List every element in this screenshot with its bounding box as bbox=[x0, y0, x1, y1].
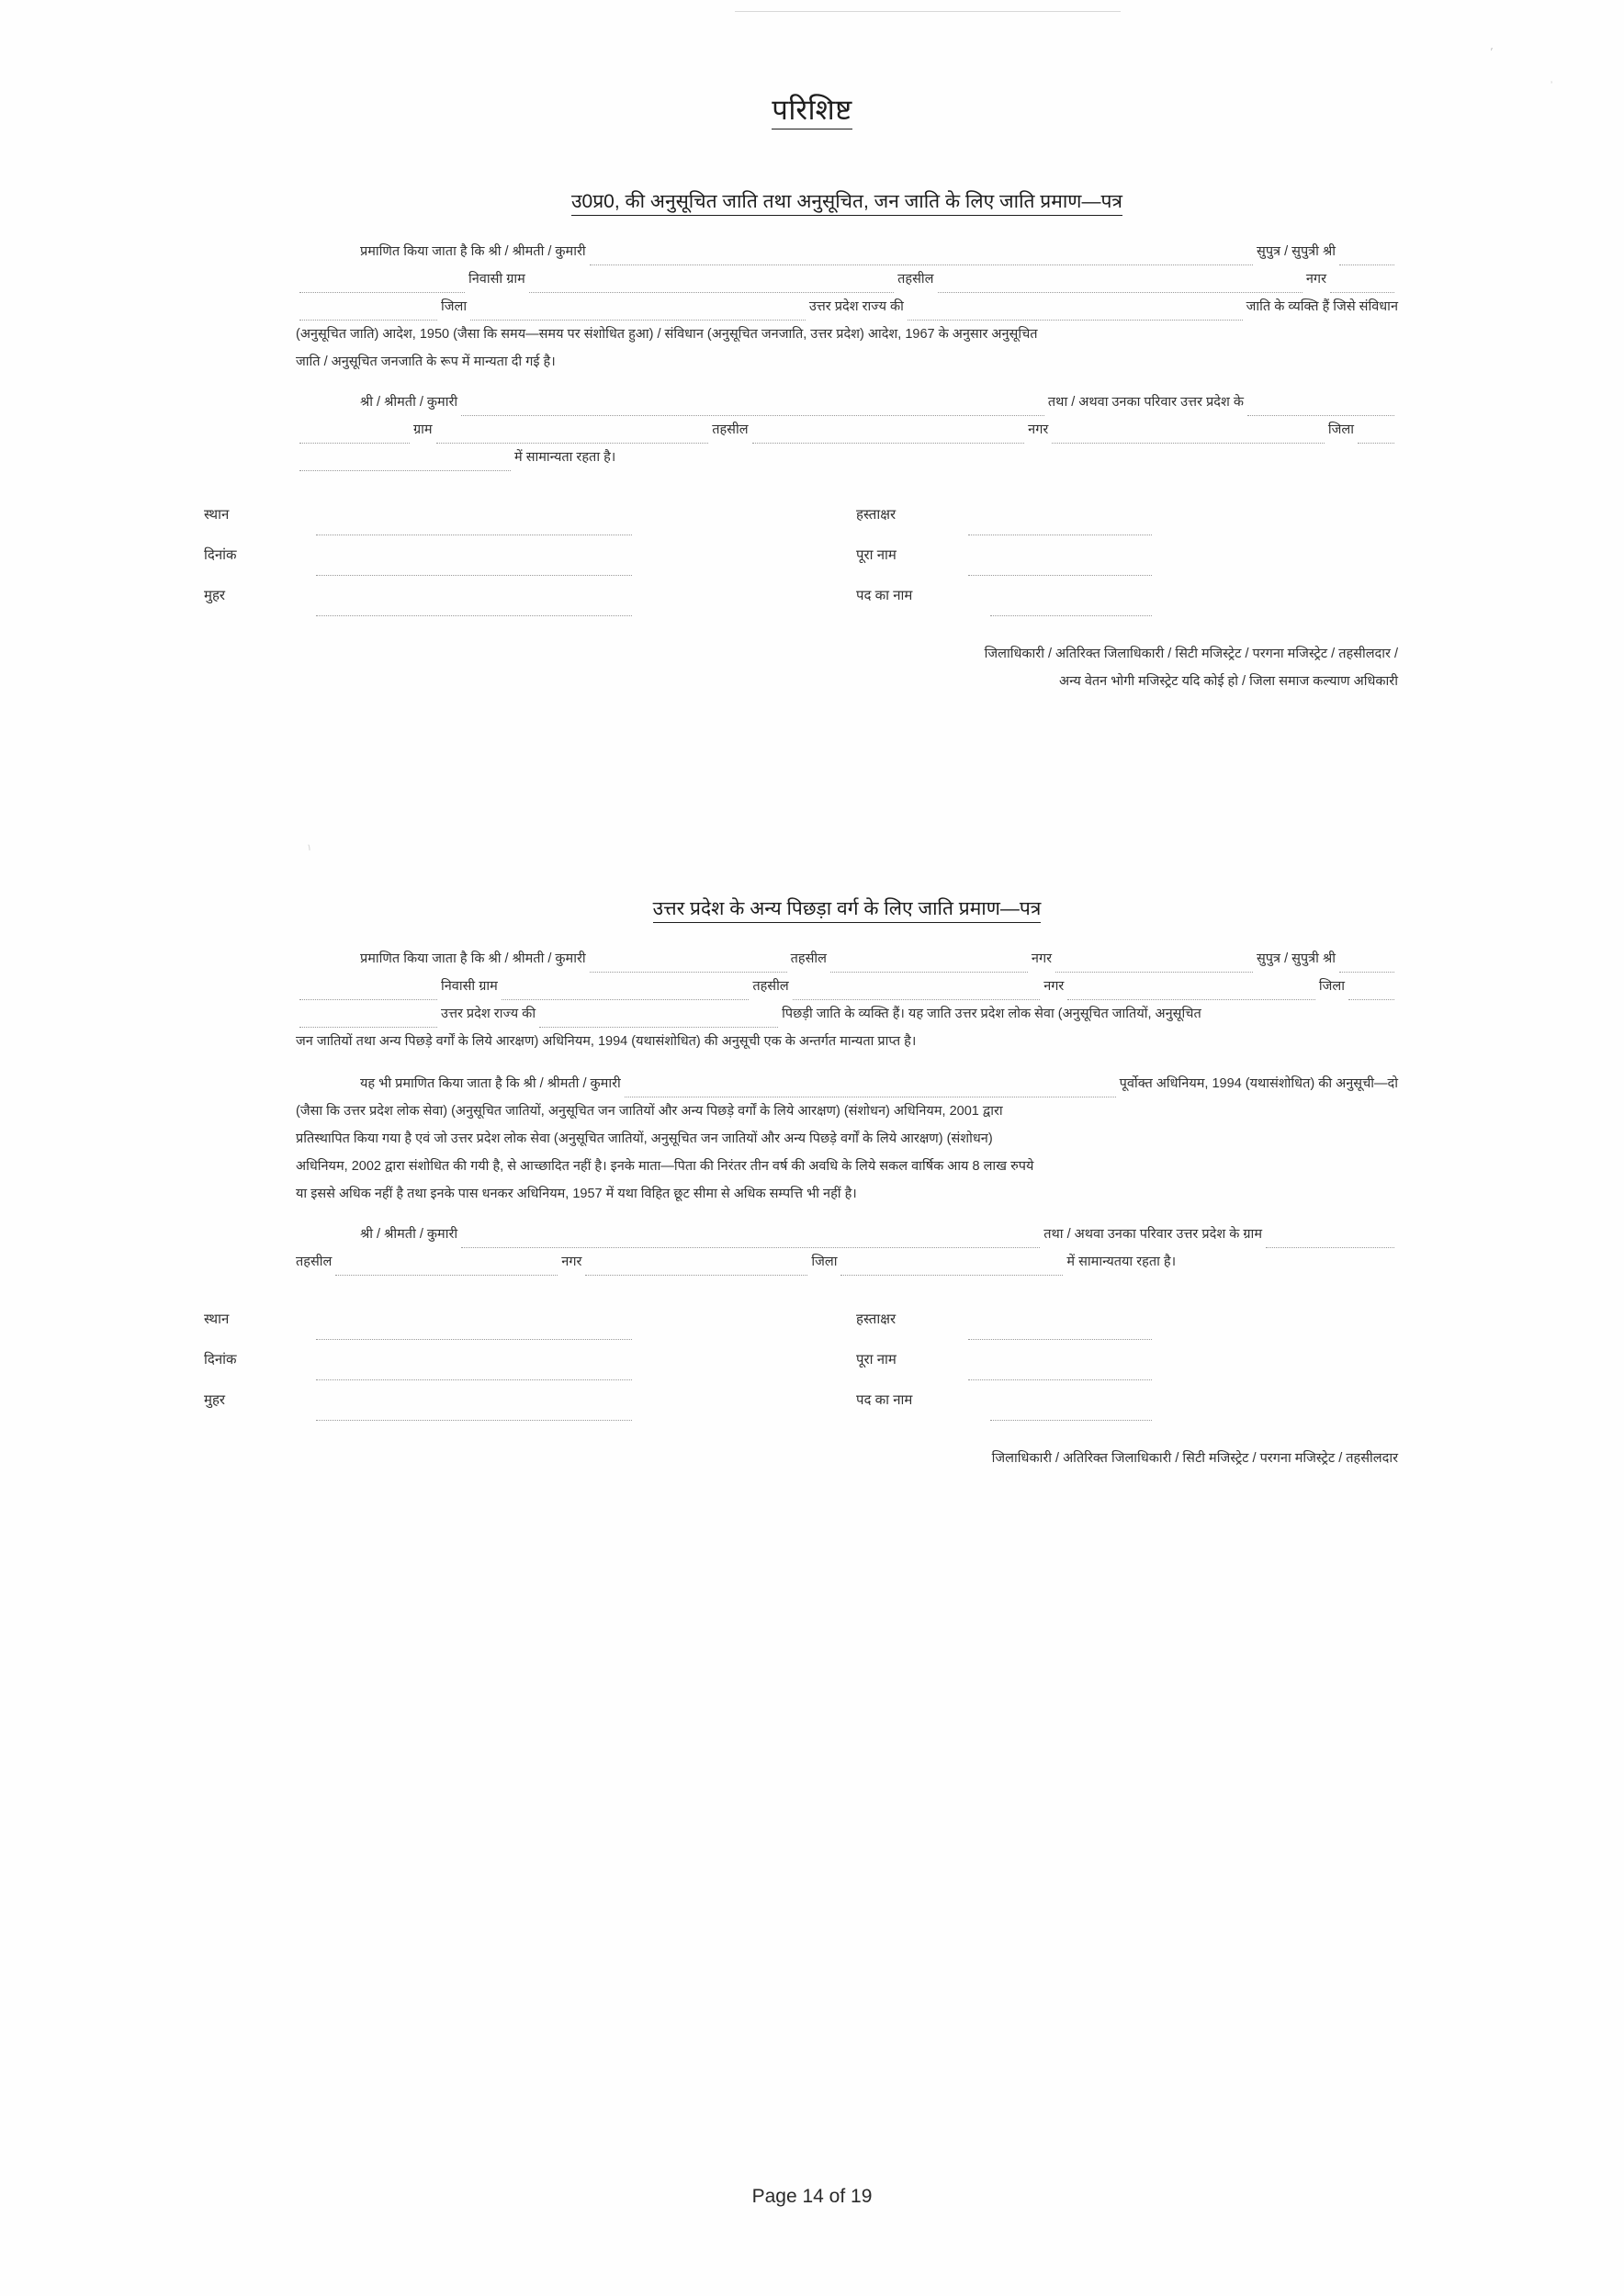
field-label: स्थान bbox=[204, 1311, 230, 1327]
label-nagar-2: नगर bbox=[1043, 979, 1065, 994]
field-label: हस्ताक्षर bbox=[856, 1311, 897, 1327]
fill-nagar-2[interactable] bbox=[1052, 430, 1325, 444]
sc-st-signature-right bbox=[856, 495, 1315, 616]
fill-name[interactable] bbox=[590, 252, 1253, 265]
text-line: (अनुसूचित जाति) आदेश, 1950 (जैसा कि समय—समय पर संशोधित हुआ) / संविधान (अनुसूचित जनजाति, उत्तर प्रदेश) आदेश, 1967 के अनुसार अनुसूचित bbox=[296, 327, 1038, 342]
officials-line: जिलाधिकारी / अतिरिक्त जिलाधिकारी / सिटी मजिस्ट्रेट / परगना मजिस्ट्रेट / तहसीलदार / bbox=[984, 647, 1398, 661]
fill-district-3[interactable] bbox=[840, 1262, 1063, 1276]
fill-continuation[interactable] bbox=[299, 457, 511, 471]
field-input-date[interactable] bbox=[316, 562, 632, 576]
obc-signature-left bbox=[204, 1300, 636, 1421]
field-input-date[interactable] bbox=[316, 1367, 632, 1380]
officials-line: अन्य वेतन भोगी मजिस्ट्रेट यदि कोई हो / जिला समाज कल्याण अधिकारी bbox=[1059, 674, 1398, 689]
fill-tehsil-2[interactable] bbox=[793, 986, 1041, 1000]
field-label: मुहर bbox=[204, 588, 226, 603]
sc-st-signature-left bbox=[204, 495, 636, 616]
field-designation bbox=[856, 576, 1315, 616]
sc-st-certificate-body bbox=[204, 238, 1398, 695]
fill-caste[interactable] bbox=[908, 307, 1243, 321]
field-input-full-name[interactable] bbox=[968, 1367, 1152, 1380]
text-line: या इससे अधिक नहीं है तथा इनके पास धनकर अधिनियम, 1957 में यथा विहित छूट सीमा से अधिक सम्पत्ति भी नहीं है। bbox=[296, 1187, 857, 1201]
fill-nagar[interactable] bbox=[1055, 959, 1253, 973]
text-line: अधिनियम, 2002 द्वारा संशोधित की गयी है, से आच्छादित नहीं है। इनके माता—पिता की निरंतर तीन वर्ष की अवधि के लिये सकल वार्षिक आय 8 लाख रुपये bbox=[296, 1159, 1034, 1174]
label-nagar-2: नगर bbox=[1028, 422, 1049, 437]
field-input-designation[interactable] bbox=[990, 1407, 1152, 1421]
scan-artifact-mark: ׳ bbox=[1490, 48, 1494, 58]
obc-certificate-block bbox=[204, 895, 1398, 1472]
fill-village[interactable] bbox=[502, 986, 750, 1000]
label-certified-that: प्रमाणित किया जाता है कि श्री / श्रीमती / कुमारी bbox=[360, 244, 586, 259]
label-tehsil: तहसील bbox=[897, 272, 934, 287]
scan-edge-line bbox=[735, 11, 1121, 12]
field-label: पूरा नाम bbox=[856, 547, 897, 563]
text-line bbox=[296, 1248, 1398, 1276]
field-input-place[interactable] bbox=[316, 1326, 632, 1340]
field-input-seal[interactable] bbox=[316, 602, 632, 616]
sc-st-heading-text: उ0प्र0, की अनुसूचित जाति तथा अनुसूचित, जन जाति के लिए जाति प्रमाण—पत्र bbox=[571, 191, 1122, 216]
text-line bbox=[296, 973, 1398, 1000]
text-line bbox=[296, 265, 1398, 293]
fill-name-2[interactable] bbox=[461, 402, 1044, 416]
fill-village[interactable] bbox=[529, 279, 894, 293]
label-backward-caste-person: पिछड़ी जाति के व्यक्ति हैं। यह जाति उत्तर प्रदेश लोक सेवा (अनुसूचित जातियों, अनुसूचित bbox=[782, 1007, 1201, 1021]
label-nagar: नगर bbox=[1305, 272, 1327, 287]
fill-name[interactable] bbox=[590, 959, 787, 973]
text-line bbox=[296, 388, 1398, 416]
officials-line: जिलाधिकारी / अतिरिक्त जिलाधिकारी / सिटी मजिस्ट्रेट / परगना मजिस्ट्रेट / तहसीलदार bbox=[991, 1451, 1398, 1466]
label-district-3: जिला bbox=[811, 1255, 838, 1269]
label-resident-village: निवासी ग्राम bbox=[441, 979, 498, 994]
field-label: पूरा नाम bbox=[856, 1352, 897, 1367]
fill-continuation[interactable] bbox=[299, 279, 465, 293]
obc-issuing-officials bbox=[296, 1445, 1398, 1472]
text-line: प्रतिस्थापित किया गया है एवं जो उत्तर प्रदेश लोक सेवा (अनुसूचित जातियों, अनुसूचित जन जातियों और अन्य पिछड़े वर्गों के लिये आरक्षण) (संशोधन) bbox=[296, 1131, 993, 1146]
text-line bbox=[296, 238, 1398, 265]
sc-st-signature-area bbox=[204, 495, 1398, 633]
text-line: जन जातियों तथा अन्य पिछड़े वर्गों के लिये आरक्षण) अधिनियम, 1994 (यथासंशोधित) की अनुसूची एक के अन्तर्गत मान्यता प्राप्त है। bbox=[296, 1034, 917, 1049]
fill-continuation[interactable] bbox=[299, 1014, 437, 1028]
fill-nagar-3[interactable] bbox=[585, 1262, 807, 1276]
fill-nagar-2[interactable] bbox=[1067, 986, 1315, 1000]
fill-caste[interactable] bbox=[539, 1014, 778, 1028]
label-act-schedule-two: पूर्वोक्त अधिनियम, 1994 (यथासंशोधित) की अनुसूची—दो bbox=[1119, 1076, 1398, 1091]
page-number-text: Page 14 of 19 bbox=[751, 2186, 873, 2207]
field-date bbox=[204, 535, 636, 576]
field-input-signature[interactable] bbox=[968, 522, 1152, 535]
sc-st-issuing-officials bbox=[296, 640, 1398, 695]
label-also-certified-that: यह भी प्रमाणित किया जाता है कि श्री / श्रीमती / कुमारी bbox=[360, 1076, 621, 1091]
label-tehsil-2: तहसील bbox=[752, 979, 789, 994]
label-normally-resides: में सामान्यता रहता है। bbox=[514, 450, 616, 465]
field-label: पद का नाम bbox=[856, 1392, 913, 1408]
text-line bbox=[296, 444, 1398, 471]
fill-tehsil[interactable] bbox=[938, 279, 1303, 293]
fill-district[interactable] bbox=[1348, 986, 1394, 1000]
sc-st-certificate-heading bbox=[296, 188, 1398, 214]
fill-tehsil[interactable] bbox=[830, 959, 1028, 973]
label-up-state: उत्तर प्रदेश राज्य की bbox=[441, 1007, 536, 1021]
text-line bbox=[296, 1221, 1398, 1248]
field-signature bbox=[856, 495, 1315, 535]
field-full-name bbox=[856, 535, 1315, 576]
obc-signature-right bbox=[856, 1300, 1315, 1421]
label-village: ग्राम bbox=[413, 422, 433, 437]
field-input-seal[interactable] bbox=[316, 1407, 632, 1421]
label-normally-resides: में सामान्यतया रहता है। bbox=[1066, 1255, 1177, 1269]
fill-father-name[interactable] bbox=[1339, 252, 1394, 265]
label-shri-smt-kumari: श्री / श्रीमती / कुमारी bbox=[360, 395, 458, 410]
field-designation bbox=[856, 1380, 1315, 1421]
text-line bbox=[296, 293, 1398, 321]
field-seal bbox=[204, 576, 636, 616]
fill-name-3[interactable] bbox=[461, 1234, 1040, 1248]
label-district: जिला bbox=[1318, 979, 1345, 994]
page-title bbox=[0, 90, 1624, 129]
field-place bbox=[204, 495, 636, 535]
text-line: जाति / अनुसूचित जनजाति के रूप में मान्यता दी गई है। bbox=[296, 355, 556, 369]
field-full-name bbox=[856, 1340, 1315, 1380]
text-line: (जैसा कि उत्तर प्रदेश लोक सेवा) (अनुसूचित जातियों, अनुसूचित जन जातियों और अन्य पिछड़े वर्गों के लिये आरक्षण) (संशोधन) अधिनियम, 2001 द्वारा bbox=[296, 1104, 1003, 1119]
fill-father-name[interactable] bbox=[1339, 959, 1394, 973]
label-district-2: जिला bbox=[1327, 422, 1355, 437]
label-district: जिला bbox=[441, 299, 468, 314]
obc-certificate-heading bbox=[296, 895, 1398, 921]
label-or-family-of-up: तथा / अथवा उनका परिवार उत्तर प्रदेश के bbox=[1047, 395, 1244, 410]
obc-heading-text: उत्तर प्रदेश के अन्य पिछड़ा वर्ग के लिए जाति प्रमाण—पत्र bbox=[653, 898, 1042, 923]
obc-signature-area bbox=[204, 1300, 1398, 1437]
label-nagar: नगर bbox=[1031, 951, 1053, 966]
sc-st-certificate-block bbox=[204, 188, 1398, 695]
field-input-place[interactable] bbox=[316, 522, 632, 535]
scan-artifact-mark: ʼ bbox=[1551, 81, 1553, 91]
fill-nagar[interactable] bbox=[1330, 279, 1394, 293]
label-resident-village: निवासी ग्राम bbox=[468, 272, 525, 287]
fill-continuation[interactable] bbox=[299, 430, 410, 444]
label-son-daughter-of: सुपुत्र / सुपुत्री श्री bbox=[1257, 951, 1336, 966]
fill-continuation[interactable] bbox=[299, 986, 437, 1000]
label-up-state: उत्तर प्रदेश राज्य की bbox=[808, 299, 904, 314]
fill-district-2[interactable] bbox=[1358, 430, 1394, 444]
fill-tehsil-2[interactable] bbox=[752, 430, 1025, 444]
field-seal bbox=[204, 1380, 636, 1421]
label-certified-that: प्रमाणित किया जाता है कि श्री / श्रीमती / कुमारी bbox=[360, 951, 586, 966]
field-label: मुहर bbox=[204, 1392, 226, 1408]
fill-continuation[interactable] bbox=[299, 307, 437, 321]
field-place bbox=[204, 1300, 636, 1340]
field-signature bbox=[856, 1300, 1315, 1340]
text-line bbox=[296, 945, 1398, 973]
text-line bbox=[296, 1000, 1398, 1028]
label-nagar-3: नगर bbox=[561, 1255, 582, 1269]
field-input-designation[interactable] bbox=[990, 602, 1152, 616]
label-tehsil-3: तहसील bbox=[296, 1255, 333, 1269]
fill-district[interactable] bbox=[470, 307, 806, 321]
fill-tehsil-3[interactable] bbox=[335, 1262, 558, 1276]
label-or-family-village: तथा / अथवा उनका परिवार उत्तर प्रदेश के ग्राम bbox=[1043, 1227, 1262, 1242]
field-date bbox=[204, 1340, 636, 1380]
text-line bbox=[296, 416, 1398, 444]
fill-village-3[interactable] bbox=[1266, 1234, 1394, 1248]
fill-place[interactable] bbox=[1247, 402, 1394, 416]
field-label: पद का नाम bbox=[856, 588, 913, 603]
page-footer bbox=[0, 2186, 1624, 2208]
label-son-daughter-of: सुपुत्र / सुपुत्री श्री bbox=[1257, 244, 1336, 259]
label-tehsil-2: तहसील bbox=[712, 422, 749, 437]
field-input-signature[interactable] bbox=[968, 1326, 1152, 1340]
field-label: हस्ताक्षर bbox=[856, 507, 897, 523]
page-title-text: परिशिष्ट bbox=[772, 94, 852, 129]
scan-artifact-mark: ۱ bbox=[307, 843, 312, 853]
text-line bbox=[296, 1070, 1398, 1097]
field-label: दिनांक bbox=[204, 547, 237, 563]
label-person-of-caste: जाति के व्यक्ति हैं जिसे संविधान bbox=[1246, 299, 1398, 314]
fill-village-2[interactable] bbox=[436, 430, 709, 444]
field-input-full-name[interactable] bbox=[968, 562, 1152, 576]
field-label: दिनांक bbox=[204, 1352, 237, 1367]
field-label: स्थान bbox=[204, 507, 230, 523]
label-tehsil: तहसील bbox=[790, 951, 827, 966]
fill-name-2[interactable] bbox=[625, 1084, 1116, 1097]
label-shri-smt-kumari: श्री / श्रीमती / कुमारी bbox=[360, 1227, 458, 1242]
obc-certificate-body bbox=[204, 945, 1398, 1472]
